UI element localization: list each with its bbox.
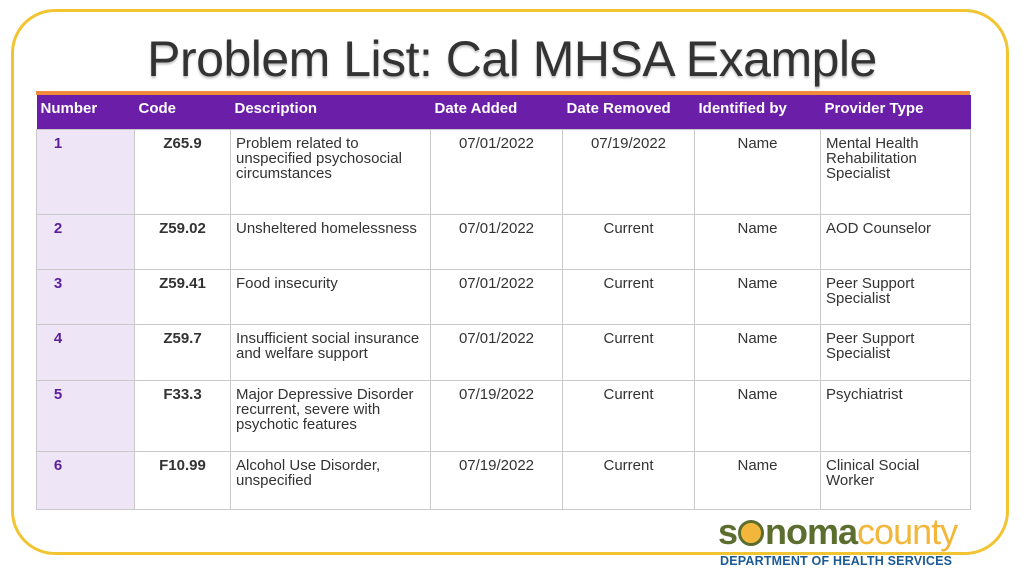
cell-identified-by: Name bbox=[695, 324, 821, 380]
cell-date-removed: Current bbox=[563, 451, 695, 509]
cell-identified-by: Name bbox=[695, 451, 821, 509]
cell-provider-type: Psychiatrist bbox=[821, 380, 971, 451]
cell-number: 2 bbox=[37, 214, 135, 269]
logo-subtitle: DEPARTMENT OF HEALTH SERVICES bbox=[720, 554, 953, 568]
cell-date-added: 07/01/2022 bbox=[431, 324, 563, 380]
cell-code: Z59.7 bbox=[135, 324, 231, 380]
header-code: Code bbox=[135, 95, 231, 129]
table-header-row bbox=[37, 95, 971, 129]
cell-number: 1 bbox=[37, 129, 135, 214]
cell-description: Food insecurity bbox=[231, 269, 431, 324]
cell-number: 3 bbox=[37, 269, 135, 324]
table-row bbox=[37, 380, 971, 451]
cell-description: Unsheltered homelessness bbox=[231, 214, 431, 269]
logo-wordmark bbox=[718, 512, 957, 552]
table-row bbox=[37, 214, 971, 269]
logo-name-prefix: s bbox=[718, 511, 738, 552]
problem-list-table bbox=[36, 95, 971, 510]
cell-date-added: 07/01/2022 bbox=[431, 269, 563, 324]
table-row bbox=[37, 129, 971, 214]
cell-provider-type: AOD Counselor bbox=[821, 214, 971, 269]
header-provider-type: Provider Type bbox=[821, 95, 971, 129]
cell-date-removed: Current bbox=[563, 269, 695, 324]
cell-date-added: 07/01/2022 bbox=[431, 214, 563, 269]
logo-name-rest: noma bbox=[765, 511, 858, 552]
cell-description: Problem related to unspecified psychosocial circumstances bbox=[231, 129, 431, 214]
cell-code: Z65.9 bbox=[135, 129, 231, 214]
cell-provider-type: Peer Support Specialist bbox=[821, 324, 971, 380]
cell-identified-by: Name bbox=[695, 380, 821, 451]
cell-identified-by: Name bbox=[695, 214, 821, 269]
cell-number: 5 bbox=[37, 380, 135, 451]
cell-identified-by: Name bbox=[695, 269, 821, 324]
cell-code: F10.99 bbox=[135, 451, 231, 509]
apple-icon bbox=[738, 520, 764, 546]
header-number: Number bbox=[37, 95, 135, 129]
cell-number: 4 bbox=[37, 324, 135, 380]
cell-date-removed: 07/19/2022 bbox=[563, 129, 695, 214]
sonoma-county-logo bbox=[718, 512, 1018, 574]
cell-description: Alcohol Use Disorder, unspecified bbox=[231, 451, 431, 509]
cell-code: Z59.02 bbox=[135, 214, 231, 269]
cell-description: Major Depressive Disorder recurrent, severe with psychotic features bbox=[231, 380, 431, 451]
cell-provider-type: Mental Health Rehabilitation Specialist bbox=[821, 129, 971, 214]
cell-code: Z59.41 bbox=[135, 269, 231, 324]
cell-provider-type: Peer Support Specialist bbox=[821, 269, 971, 324]
header-date-removed: Date Removed bbox=[563, 95, 695, 129]
header-identified-by: Identified by bbox=[695, 95, 821, 129]
cell-provider-type: Clinical Social Worker bbox=[821, 451, 971, 509]
cell-date-added: 07/01/2022 bbox=[431, 129, 563, 214]
cell-date-removed: Current bbox=[563, 324, 695, 380]
cell-date-removed: Current bbox=[563, 380, 695, 451]
cell-date-added: 07/19/2022 bbox=[431, 451, 563, 509]
page-title: Problem List: Cal MHSA Example bbox=[147, 31, 877, 87]
logo-county: county bbox=[857, 511, 958, 552]
header-description: Description bbox=[231, 95, 431, 129]
header-date-added: Date Added bbox=[431, 95, 563, 129]
cell-date-removed: Current bbox=[563, 214, 695, 269]
cell-code: F33.3 bbox=[135, 380, 231, 451]
table-row bbox=[37, 269, 971, 324]
cell-identified-by: Name bbox=[695, 129, 821, 214]
table-row bbox=[37, 324, 971, 380]
cell-number: 6 bbox=[37, 451, 135, 509]
table-row bbox=[37, 451, 971, 509]
cell-description: Insufficient social insurance and welfare support bbox=[231, 324, 431, 380]
cell-date-added: 07/19/2022 bbox=[431, 380, 563, 451]
